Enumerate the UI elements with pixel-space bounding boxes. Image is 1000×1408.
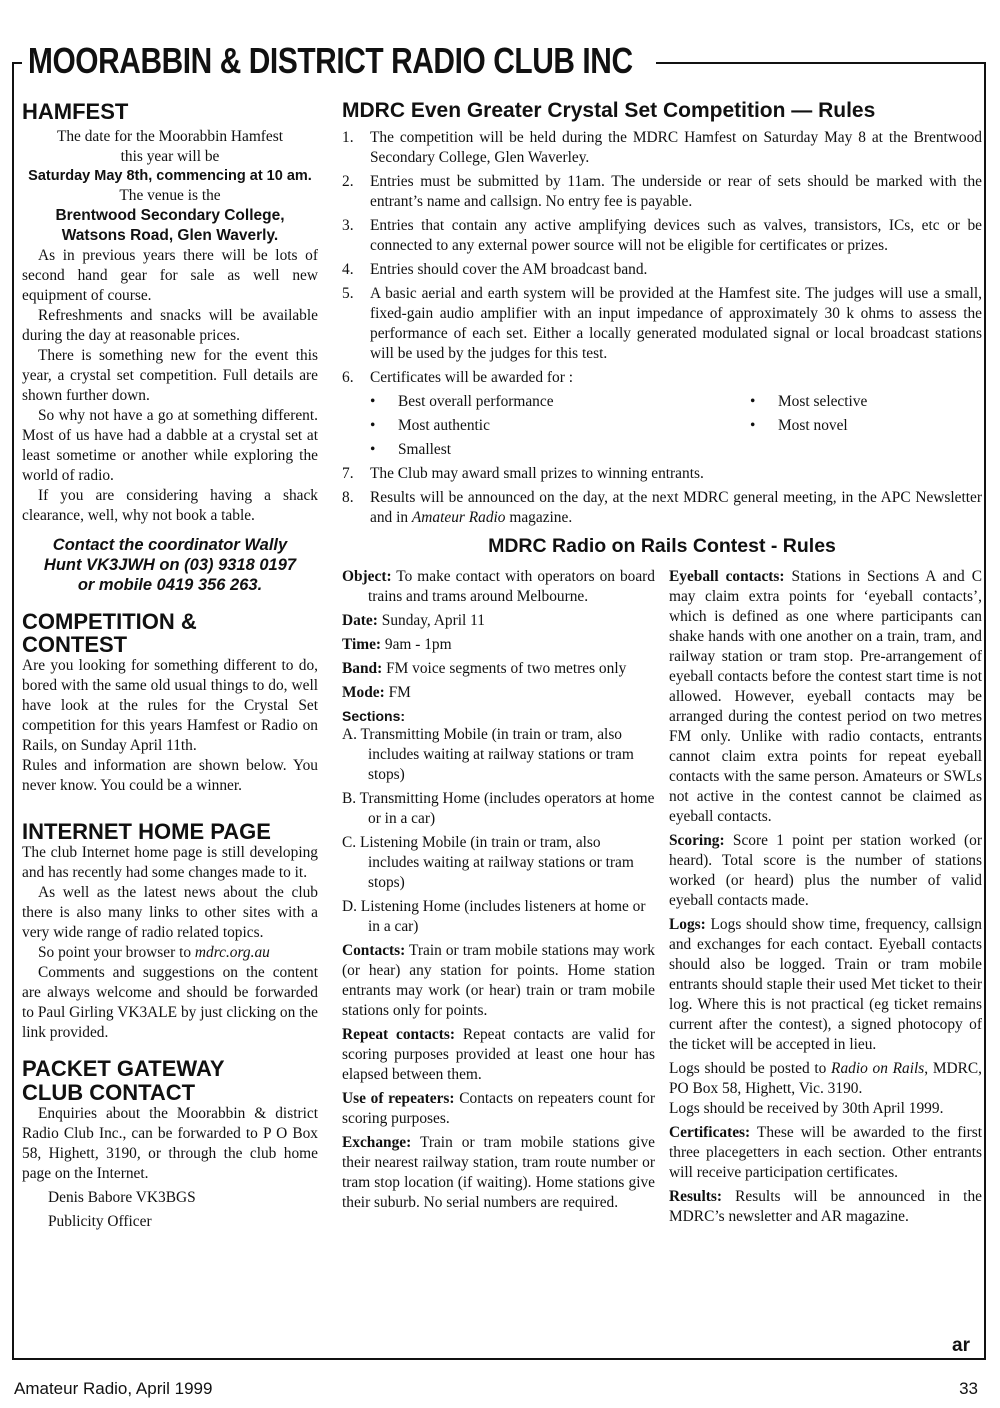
rule-text: Entries should cover the AM broadcast band. bbox=[370, 261, 648, 279]
rails-post-address-text: , MDRC, PO Box 58, Highett, Vic. 3190. bbox=[669, 1060, 982, 1098]
rails-band bbox=[342, 659, 655, 679]
bullet-icon: • bbox=[750, 393, 756, 411]
radio-on-rails-columns bbox=[342, 567, 982, 1232]
hamfest-paragraph-3: There is something new for the event this year, a crystal set competition. Full details are shown further down. bbox=[22, 347, 318, 405]
hamfest-contact-line-1: Contact the coordinator Wally bbox=[52, 536, 288, 555]
rule-8-end: magazine. bbox=[505, 509, 573, 527]
award-category: Smallest bbox=[398, 441, 452, 459]
rule-item bbox=[342, 128, 982, 168]
rails-right-subcolumn bbox=[669, 567, 982, 1232]
rule-item bbox=[342, 464, 982, 484]
rails-logs-label: Logs: bbox=[669, 916, 706, 934]
competition-paragraph-1: Are you looking for something different to do, bored with the same old usual things to do, well have look at the rules for the Crystal Set competition for this years Hamfest or Radio on Rails, on Sunday April 11th. bbox=[22, 657, 318, 755]
hamfest-section bbox=[22, 100, 318, 596]
rails-scoring-text: Score 1 point per station worked (or heard). Total score is the number of stations worked (or heard) plus the number of valid eyeball contacts made. bbox=[669, 832, 982, 910]
internet-paragraph-1: The club Internet home page is still developing and has recently had some changes made to it. bbox=[22, 844, 318, 882]
rails-post-address bbox=[669, 1059, 982, 1099]
rule-number: 5. bbox=[342, 285, 354, 303]
award-category: Most novel bbox=[778, 417, 848, 435]
hamfest-contact bbox=[22, 536, 318, 595]
rails-band-label: Band: bbox=[342, 659, 383, 677]
rails-exchange-label: Exchange: bbox=[342, 1134, 412, 1152]
hamfest-contact-line-3: or mobile 0419 356 263. bbox=[77, 576, 263, 595]
rule-text: Entries must be submitted by 11am. The underside or rear of sets should be marked with the entrant’s name and callsign. No entry fee is payable. bbox=[370, 173, 982, 211]
rails-object-text: To make contact with operators on board trains and trams around Melbourne. bbox=[368, 567, 655, 605]
crystal-set-rules-heading: MDRC Even Greater Crystal Set Competition — Rules bbox=[342, 99, 876, 122]
rails-object bbox=[342, 567, 655, 607]
rails-repeat bbox=[342, 1025, 655, 1085]
rule-number: 2. bbox=[342, 173, 354, 191]
masthead-title: MOORABBIN & DISTRICT RADIO CLUB INC bbox=[28, 40, 633, 81]
rule-item bbox=[342, 488, 982, 528]
rails-contacts bbox=[342, 941, 655, 1021]
rails-received-deadline: Logs should be received by 30th April 1999. bbox=[669, 1100, 944, 1118]
rails-mode bbox=[342, 683, 655, 703]
rails-scoring bbox=[669, 831, 982, 911]
award-category: Most authentic bbox=[398, 417, 490, 435]
rails-repeat-label: Repeat contacts: bbox=[342, 1026, 456, 1044]
internet-paragraph-2: As well as the latest news about the club there is also many links to other sites with a very wide range of radio related topics. bbox=[22, 884, 318, 942]
hamfest-venue-1: Brentwood Secondary College, bbox=[55, 206, 285, 224]
rails-date-text: Sunday, April 11 bbox=[377, 611, 485, 629]
rails-exchange-text: Train or tram mobile stations give their nearest railway station, tram route number or tram stop location (if waiting). Home stations give their suburb. No serial numbers are required. bbox=[342, 1134, 655, 1212]
left-column bbox=[22, 100, 318, 1232]
packet-section bbox=[22, 1057, 318, 1231]
rails-sections-label: Sections: bbox=[342, 707, 406, 724]
rails-section-item: D. Listening Home (includes listeners at home or in a car) bbox=[342, 898, 646, 936]
crystal-set-rules-list bbox=[342, 128, 982, 388]
rule-text: The Club may award small prizes to winning entrants. bbox=[370, 465, 704, 483]
rule-number: 4. bbox=[342, 261, 354, 279]
hamfest-paragraph-1: As in previous years there will be lots of second hand gear for sale as well new equipment of course. bbox=[22, 247, 318, 305]
hamfest-paragraph-4: So why not have a go at something different. Most of us have had a dabble at a crystal set at least sometime or another while exploring the world of radio. bbox=[22, 407, 318, 485]
rails-repeaters bbox=[342, 1089, 655, 1129]
bullet-icon: • bbox=[750, 417, 756, 435]
packet-heading-1: PACKET GATEWAY bbox=[22, 1056, 225, 1082]
internet-section bbox=[22, 820, 318, 1043]
award-categories bbox=[370, 392, 982, 460]
rails-time-label: Time: bbox=[342, 635, 382, 653]
rule-text: Certificates will be awarded for : bbox=[370, 369, 573, 387]
footer-publication: Amateur Radio, April 1999 bbox=[14, 1379, 213, 1398]
rule-number: 8. bbox=[342, 489, 354, 507]
rule-text: Entries that contain any active amplifying devices such as valves, transistors, ICs, etc or be connected to any external power source will not be eligible for certificates or prizes. bbox=[370, 217, 982, 255]
award-category: Most selective bbox=[778, 393, 868, 411]
rule-text bbox=[370, 488, 982, 528]
rails-left-subcolumn bbox=[342, 567, 655, 1232]
rails-band-text: FM voice segments of two metres only bbox=[382, 659, 627, 677]
rule-item bbox=[342, 368, 982, 388]
hamfest-venue-intro: The venue is the bbox=[119, 186, 221, 204]
right-column bbox=[342, 100, 982, 1231]
rails-results-text: Results will be announced in the MDRC’s newsletter and AR magazine. bbox=[669, 1188, 982, 1226]
crystal-set-rules-list-continued bbox=[342, 464, 982, 528]
rails-eyeball-text: Stations in Sections A and C may claim extra points for ‘eyeball contacts’, which is defined as one where participants can shake hands with one another on a train, tram, and railway station or tram stop. Pre-arrangement of eyeball contacts before the contest start time is not allowed. However, eyeball contacts may be arranged during the contest period on two metres FM only. Unlike with radio contacts, entrants cannot claim extra points for repeat eyeball contacts with the same person. Amateurs or SWLs not active in the contest cannot be claimed as eyeball contacts. bbox=[669, 567, 982, 825]
rails-repeaters-text: Contacts on repeaters count for scoring purposes. bbox=[342, 1090, 655, 1128]
rails-certificates-text: These will be awarded to the first three placegetters in each section. Other entrants will receive participation certificates. bbox=[669, 1124, 982, 1182]
rails-post-text: Logs should be posted to bbox=[669, 1060, 832, 1078]
hamfest-paragraph-2: Refreshments and snacks will be available during the day at reasonable prices. bbox=[22, 307, 318, 345]
rails-time-text: 9am - 1pm bbox=[381, 635, 452, 653]
internet-paragraph-3 bbox=[22, 943, 318, 963]
rule-8-text: Results will be announced on the day, at the next MDRC general meeting, in the APC Newsletter and in bbox=[370, 489, 982, 527]
rails-eyeball-label: Eyeball contacts: bbox=[669, 567, 785, 585]
rails-repeat-text: Repeat contacts are valid for scoring purposes provided at least one hour has elapsed between them. bbox=[342, 1026, 656, 1084]
bullet-icon: • bbox=[370, 441, 376, 459]
rule-number: 6. bbox=[342, 369, 354, 387]
rails-section-item: C. Listening Mobile (in train or tram, also includes waiting at railway stations or tram stops) bbox=[342, 834, 634, 892]
internet-heading: INTERNET HOME PAGE bbox=[22, 819, 271, 845]
rails-certificates-label: Certificates: bbox=[669, 1124, 751, 1142]
hamfest-intro-1: The date for the Moorabbin Hamfest bbox=[56, 128, 284, 146]
rule-text: The competition will be held during the MDRC Hamfest on Saturday May 8 at the Brentwood Secondary College, Glen Waverley. bbox=[370, 129, 982, 167]
rails-repeaters-label: Use of repeaters: bbox=[342, 1090, 455, 1108]
club-website-link[interactable]: mdrc.org.au bbox=[194, 944, 270, 962]
footer-page-number: 33 bbox=[959, 1379, 978, 1398]
rails-section-item: A. Transmitting Mobile (in train or tram, also includes waiting at railway stations or tram stops) bbox=[342, 726, 634, 784]
rails-mode-text: FM bbox=[384, 683, 411, 701]
rails-results bbox=[669, 1187, 982, 1227]
rule-text: A basic aerial and earth system will be provided at the Hamfest site. The judges will use a small, fixed-gain audio amplifier with an input impedance of approximately 30 k ohms to assess the performance of each set. Either a locally generated modulated signal or local broadcast stations will be used by the judges for this test. bbox=[370, 285, 982, 363]
rails-contacts-text: Train or tram mobile stations may work (or hear) any station for points. Home station entrants may work (or hear) train or tram mobile stations only for points. bbox=[342, 942, 655, 1020]
ar-logo: ar bbox=[952, 1335, 970, 1356]
hamfest-intro-2: this year will be bbox=[120, 148, 220, 166]
internet-paragraph-3-text: So point your browser to bbox=[38, 944, 195, 962]
award-category: Best overall performance bbox=[398, 393, 554, 411]
rails-results-label: Results: bbox=[669, 1188, 723, 1206]
rails-scoring-label: Scoring: bbox=[669, 832, 725, 849]
competition-heading-1: COMPETITION & bbox=[22, 608, 197, 634]
rails-date-label: Date: bbox=[342, 611, 378, 629]
rails-contacts-label: Contacts: bbox=[342, 942, 406, 960]
packet-signature-name: Denis Babore VK3BGS bbox=[48, 1188, 196, 1206]
rails-date bbox=[342, 611, 655, 631]
crystal-set-rules-section bbox=[342, 100, 982, 528]
packet-heading-2: CLUB CONTACT bbox=[22, 1079, 196, 1105]
rails-post-contest-name: Radio on Rails bbox=[831, 1060, 925, 1078]
bullet-icon: • bbox=[370, 393, 376, 411]
hamfest-venue-2: Watsons Road, Glen Waverly. bbox=[61, 227, 279, 245]
rails-exchange bbox=[342, 1133, 655, 1213]
rule-item bbox=[342, 172, 982, 212]
rule-item bbox=[342, 260, 982, 280]
internet-paragraph-4: Comments and suggestions on the content are always welcome and should be forwarded to Paul Girling VK3ALE by just clicking on the link provided. bbox=[22, 964, 318, 1042]
rails-certificates bbox=[669, 1123, 982, 1183]
bullet-icon: • bbox=[370, 417, 376, 435]
rule-item bbox=[342, 284, 982, 364]
rails-logs bbox=[669, 915, 982, 1055]
competition-section bbox=[22, 610, 318, 796]
rule-number: 1. bbox=[342, 129, 354, 147]
rails-logs-text: Logs should show time, frequency, callsign and exchanges for each contact. Eyeball contacts should also be logged. Train or tram mobile entrants should staple their used Met ticket to their log. Where this is not practical (eg ticket remains current after the contest), a signed photocopy of the ticket will be accepted in lieu. bbox=[669, 916, 982, 1054]
packet-signature-title: Publicity Officer bbox=[48, 1212, 152, 1230]
rule-item bbox=[342, 216, 982, 256]
rule-number: 7. bbox=[342, 465, 354, 483]
hamfest-paragraph-5: If you are considering having a shack clearance, well, why not book a table. bbox=[22, 487, 318, 525]
magazine-name: Amateur Radio bbox=[411, 509, 506, 527]
rule-number: 3. bbox=[342, 217, 354, 235]
hamfest-heading: HAMFEST bbox=[22, 99, 129, 124]
hamfest-date: Saturday May 8th, commencing at 10 am. bbox=[28, 168, 312, 185]
radio-on-rails-heading: MDRC Radio on Rails Contest - Rules bbox=[488, 535, 836, 558]
rails-eyeball bbox=[669, 567, 982, 827]
hamfest-contact-line-2: Hunt VK3JWH on (03) 9318 0197 bbox=[43, 556, 297, 575]
packet-paragraph-1: Enquiries about the Moorabbin & district Radio Club Inc., can be forwarded to P O Box 58, Highett, 3190, or through the club home page on the Internet. bbox=[22, 1104, 318, 1182]
rails-section-item: B. Transmitting Home (includes operators at home or in a car) bbox=[342, 790, 655, 828]
rails-object-label: Object: bbox=[342, 567, 392, 585]
competition-heading-2: CONTEST bbox=[22, 631, 128, 657]
competition-paragraph-2: Rules and information are shown below. You never know. You could be a winner. bbox=[22, 757, 318, 795]
radio-on-rails-section bbox=[342, 536, 982, 1231]
rails-mode-label: Mode: bbox=[342, 683, 385, 701]
rails-time bbox=[342, 635, 655, 655]
